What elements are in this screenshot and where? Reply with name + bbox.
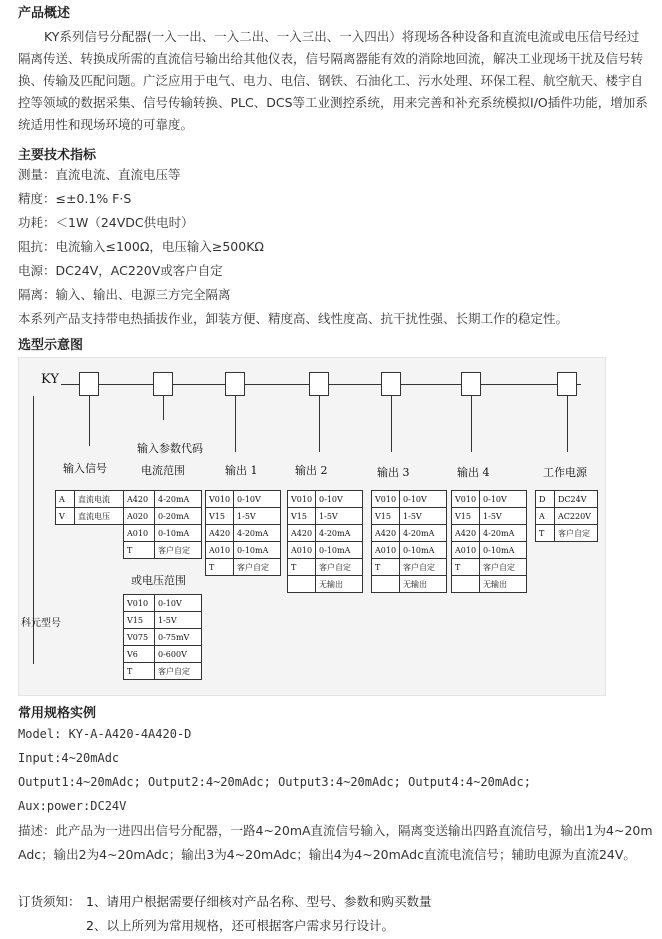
label-output2: 输出 2	[295, 464, 328, 477]
connector-output3	[391, 396, 392, 452]
table-cell: T	[288, 559, 316, 576]
table-cell: V010	[372, 491, 400, 508]
table-cell: 1-5V	[234, 508, 281, 525]
table-cell	[288, 576, 316, 593]
output2-table	[287, 490, 363, 593]
connector-output4	[471, 396, 472, 452]
order-item-2: 2、以上所列为常用规格，还可根据客户需求另行设计。	[86, 918, 394, 933]
table-row	[124, 508, 202, 525]
table-cell: V15	[206, 508, 234, 525]
example-model: Model: KY-A-A420-4A420-D	[18, 727, 192, 741]
table-cell: A	[56, 491, 75, 508]
table-row	[124, 491, 202, 508]
table-cell	[372, 576, 400, 593]
slot-input-signal	[79, 372, 99, 396]
label-input-param-code: 输入参数代码	[137, 442, 203, 455]
table-cell: A420	[452, 525, 480, 542]
connector-output2	[319, 396, 320, 452]
model-prefix: KY	[41, 372, 59, 387]
table-row	[452, 542, 527, 559]
table-row	[288, 542, 363, 559]
table-cell: 客户自定	[155, 663, 202, 680]
table-cell: V075	[124, 629, 155, 646]
table-cell: 无输出	[480, 576, 527, 593]
table-cell: A420	[124, 491, 155, 508]
table-row	[288, 525, 363, 542]
table-row	[372, 559, 447, 576]
table-cell: A020	[124, 508, 155, 525]
overview-body: KY系列信号分配器(一入一出、一入二出、一入三出、一入四出）将现场各种设备和直流电流或电压信号经过隔离传送、转换成所需的直流信号输出给其他仪表，信号隔离器能有效的消除地回流，解决工业现场干扰及信号转换、传输及匹配问题。广泛应用于电气、电力、电信、钢铁、石油化工、污水处理、环保工程、航空航天、楼宇自控等领域的数据采集、信号传输转换、PLC、DCS等工业测控系统，用来完善和补充系统模拟I/O插件功能，增加系统适用性和现场环境的可靠度。	[18, 29, 648, 132]
current-range-table	[123, 490, 202, 559]
table-cell: AC220V	[555, 508, 598, 525]
table-cell: 0-10V	[316, 491, 363, 508]
output4-table	[451, 490, 527, 593]
example-heading: 常用规格实例	[18, 706, 97, 721]
table-cell: 0-600V	[155, 646, 202, 663]
example-aux: Aux:power:DC24V	[18, 799, 127, 813]
label-voltage-range: 或电压范围	[131, 574, 186, 587]
table-cell: V15	[288, 508, 316, 525]
table-cell: 客户自定	[555, 525, 598, 542]
table-cell: T	[206, 559, 234, 576]
table-row	[206, 542, 281, 559]
table-row	[206, 491, 281, 508]
connector-output1	[235, 396, 236, 452]
table-row	[206, 559, 281, 576]
table-cell: A010	[206, 542, 234, 559]
table-cell: 0-10V	[480, 491, 527, 508]
table-cell: T	[124, 542, 155, 559]
selection-diagram	[18, 357, 606, 696]
table-cell: 1-5V	[155, 612, 202, 629]
voltage-range-table	[123, 594, 202, 680]
slot-output4	[461, 372, 481, 396]
table-row	[536, 508, 598, 525]
table-cell: A010	[372, 542, 400, 559]
table-cell: A420	[288, 525, 316, 542]
table-cell: 0-10mA	[480, 542, 527, 559]
table-cell: 直流电流	[75, 491, 126, 508]
example-output: Output1:4~20mAdc; Output2:4~20mAdc; Output3:4~20mAdc; Output4:4~20mAdc;	[18, 775, 531, 789]
table-cell: 0-10V	[400, 491, 447, 508]
table-row	[452, 525, 527, 542]
specs-heading: 主要技术指标	[18, 148, 97, 163]
table-cell: V	[56, 508, 75, 525]
label-output1: 输出 1	[225, 464, 258, 477]
table-row	[124, 595, 202, 612]
connector-power	[567, 396, 568, 452]
spec-isolation: 隔离：输入、输出、电源三方完全隔离	[18, 287, 231, 302]
table-cell: 无输出	[400, 576, 447, 593]
table-cell: 0-10mA	[234, 542, 281, 559]
table-row	[372, 508, 447, 525]
table-cell: 4-20mA	[400, 525, 447, 542]
power-table	[535, 490, 598, 542]
table-cell	[452, 576, 480, 593]
table-cell: A010	[124, 525, 155, 542]
table-row	[288, 508, 363, 525]
slot-input-range	[153, 372, 173, 396]
table-row	[56, 491, 126, 508]
table-cell: 直流电压	[75, 508, 126, 525]
table-row	[536, 491, 598, 508]
table-cell: V6	[124, 646, 155, 663]
table-row	[206, 525, 281, 542]
spec-power-consumption: 功耗：＜1W（24VDC供电时）	[18, 215, 194, 230]
table-row	[288, 576, 363, 593]
slot-output2	[309, 372, 329, 396]
table-cell: V15	[372, 508, 400, 525]
table-cell: V010	[452, 491, 480, 508]
order-label: 订货须知：	[18, 894, 81, 909]
spec-power-supply: 电源：DC24V，AC220V或客户自定	[18, 263, 223, 278]
table-cell: A010	[452, 542, 480, 559]
connector-input-range	[163, 396, 164, 420]
table-row	[372, 576, 447, 593]
table-row	[206, 508, 281, 525]
label-power: 工作电源	[543, 466, 587, 479]
table-row	[452, 508, 527, 525]
table-row	[452, 576, 527, 593]
table-cell: 0-10V	[234, 491, 281, 508]
spec-accuracy: 精度：≤±0.1% F·S	[18, 191, 132, 206]
label-model: 科元型号	[21, 618, 61, 629]
table-row	[124, 646, 202, 663]
table-row	[372, 491, 447, 508]
table-cell: V010	[288, 491, 316, 508]
table-cell: 4-20mA	[480, 525, 527, 542]
table-cell: 0-10V	[155, 595, 202, 612]
output1-table	[205, 490, 281, 576]
table-cell: 1-5V	[316, 508, 363, 525]
selection-heading: 选型示意图	[18, 338, 84, 353]
table-row	[372, 542, 447, 559]
table-row	[288, 491, 363, 508]
table-cell: 客户自定	[316, 559, 363, 576]
order-item-1: 1、请用户根据需要仔细核对产品名称、型号、参数和购买数量	[86, 894, 432, 909]
overview-heading: 产品概述	[18, 6, 71, 21]
table-cell: 4-20mA	[234, 525, 281, 542]
table-cell: T	[536, 525, 555, 542]
table-cell: V15	[124, 612, 155, 629]
table-cell: DC24V	[555, 491, 598, 508]
spec-features: 本系列产品支持带电热插拔作业，卸装方便、精度高、线性度高、抗干扰性强、长期工作的稳定性。	[18, 311, 569, 326]
example-desc-line1: 描述：此产品为一进四出信号分配器，一路4~20mA直流信号输入，隔离变送输出四路直流信号，输出1为4~20m	[18, 823, 653, 838]
table-cell: V15	[452, 508, 480, 525]
table-row	[452, 491, 527, 508]
table-cell: T	[124, 663, 155, 680]
table-row	[124, 629, 202, 646]
table-row	[56, 508, 126, 525]
table-row	[536, 525, 598, 542]
table-cell: 0-10mA	[400, 542, 447, 559]
table-cell: 客户自定	[234, 559, 281, 576]
example-desc-line2: Adc；输出2为4~20mAdc；输出3为4~20mAdc；输出4为4~20mAdc直流电流信号；辅助电源为直流24V。	[18, 847, 636, 862]
table-cell: 0-75mV	[155, 629, 202, 646]
table-row	[124, 525, 202, 542]
table-cell: A010	[288, 542, 316, 559]
table-cell: A420	[372, 525, 400, 542]
table-row	[452, 559, 527, 576]
table-cell: 4-20mA	[155, 491, 202, 508]
table-cell: 客户自定	[400, 559, 447, 576]
slot-power	[557, 372, 577, 396]
table-cell: 客户自定	[480, 559, 527, 576]
table-cell: T	[372, 559, 400, 576]
label-output3: 输出 3	[377, 466, 410, 479]
output3-table	[371, 490, 447, 593]
spec-impedance: 阻抗：电流输入≤100Ω，电压输入≥500KΩ	[18, 239, 264, 254]
table-cell: A420	[206, 525, 234, 542]
table-cell: 客户自定	[155, 542, 202, 559]
slot-output1	[225, 372, 245, 396]
table-cell: T	[452, 559, 480, 576]
input-signal-table	[55, 490, 126, 525]
example-input: Input:4~20mAdc	[18, 751, 120, 765]
table-cell: 1-5V	[480, 508, 527, 525]
table-cell: 1-5V	[400, 508, 447, 525]
slot-output3	[381, 372, 401, 396]
label-current-range: 电流范围	[141, 464, 185, 477]
table-cell: 4-20mA	[316, 525, 363, 542]
table-cell: 无输出	[316, 576, 363, 593]
table-row	[372, 525, 447, 542]
table-cell: D	[536, 491, 555, 508]
label-input-signal: 输入信号	[63, 462, 107, 475]
label-output4: 输出 4	[457, 466, 490, 479]
table-cell: 0-10mA	[316, 542, 363, 559]
table-cell: V010	[124, 595, 155, 612]
table-cell: A	[536, 508, 555, 525]
table-row	[124, 663, 202, 680]
table-cell: V010	[206, 491, 234, 508]
table-cell: 0-20mA	[155, 508, 202, 525]
table-row	[124, 612, 202, 629]
table-row	[124, 542, 202, 559]
table-row	[288, 559, 363, 576]
table-cell: 0-10mA	[155, 525, 202, 542]
spec-measure: 测量：直流电流、直流电压等	[18, 167, 181, 182]
connector-input-signal	[89, 396, 90, 446]
